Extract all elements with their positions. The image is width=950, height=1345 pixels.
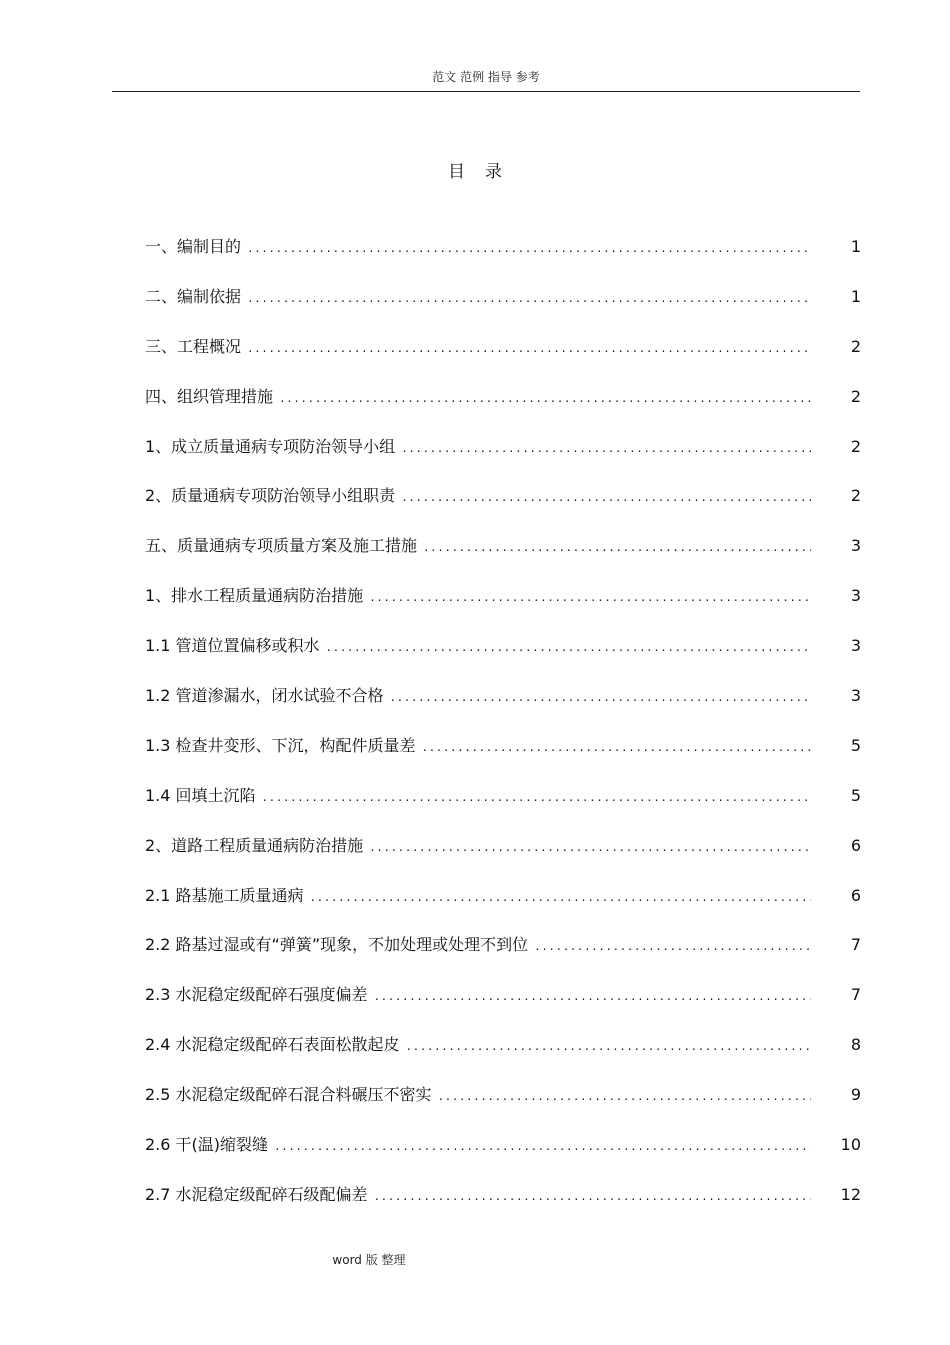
toc-dot-leader (438, 1079, 811, 1113)
toc-entry-label: 1.1 管道位置偏移或积水 (145, 636, 320, 656)
toc-dot-leader (310, 880, 811, 914)
toc-dot-leader (326, 630, 811, 664)
toc-dot-leader (262, 780, 811, 814)
toc-dot-leader (422, 730, 811, 764)
toc-entry[interactable] (145, 680, 861, 730)
toc-title: 目录 (448, 162, 522, 182)
toc-entry-page: 9 (850, 1085, 861, 1105)
toc-dot-leader (369, 580, 811, 614)
toc-entry-label: 四、组织管理措施 (145, 386, 274, 406)
toc-entry-label: 1.3 检查井变形、下沉，构配件质量差 (145, 735, 416, 755)
toc-entry-page: 3 (850, 636, 861, 656)
toc-entry-label: 2.1 路基施工质量通病 (145, 885, 304, 905)
toc-dot-leader (390, 680, 811, 714)
toc-entry-label: 2.3 水泥稳定级配碎石强度偏差 (145, 985, 368, 1005)
toc-entry[interactable] (145, 979, 861, 1029)
toc-entry[interactable] (145, 381, 861, 431)
toc-entry-page: 5 (850, 785, 861, 805)
toc-entry-label: 三、工程概况 (145, 336, 242, 356)
toc-entry-page: 3 (850, 586, 861, 606)
toc-entry-page: 2 (850, 336, 861, 356)
toc-dot-leader (374, 1179, 811, 1213)
toc-entry-page: 12 (840, 1184, 861, 1204)
toc-entry[interactable] (145, 830, 861, 880)
toc-entry-page: 3 (850, 536, 861, 556)
toc-entry[interactable] (145, 1179, 861, 1229)
toc-entry-page: 3 (850, 686, 861, 706)
toc-dot-leader (401, 480, 811, 514)
toc-entry-label: 2.2 路基过湿或有“弹簧”现象，不加处理或处理不到位 (145, 935, 529, 955)
toc-entry[interactable] (145, 331, 861, 381)
toc-dot-leader (247, 231, 811, 265)
toc-entry-page: 2 (850, 386, 861, 406)
toc-dot-leader (274, 1129, 811, 1163)
toc-entry-page: 8 (850, 1035, 861, 1055)
toc-entry-page: 5 (850, 735, 861, 755)
toc-entry[interactable] (145, 1129, 861, 1179)
toc-entry-label: 五、质量通病专项质量方案及施工措施 (145, 536, 418, 556)
toc-entry-label: 2.6 干(温)缩裂缝 (145, 1135, 269, 1155)
toc-entry-label: 2.7 水泥稳定级配碎石级配偏差 (145, 1184, 368, 1204)
toc-entry[interactable] (145, 530, 861, 580)
toc-entry[interactable] (145, 281, 861, 331)
page-header: 范文 范例 指导 参考 (432, 70, 540, 84)
toc-entry[interactable] (145, 1079, 861, 1129)
toc-dot-leader (279, 381, 811, 415)
toc-entry[interactable] (145, 431, 861, 481)
toc-entry-label: 2、质量通病专项防治领导小组职责 (145, 486, 396, 506)
toc-dot-leader (247, 281, 811, 315)
toc-entry-label: 1、排水工程质量通病防治措施 (145, 586, 364, 606)
toc-entry-page: 7 (850, 935, 861, 955)
toc-entry-label: 1、成立质量通病专项防治领导小组 (145, 436, 396, 456)
toc-entry-label: 2.4 水泥稳定级配碎石表面松散起皮 (145, 1035, 400, 1055)
toc-entry-page: 7 (850, 985, 861, 1005)
toc-entry-page: 6 (850, 835, 861, 855)
toc-dot-leader (401, 431, 811, 465)
toc-entry[interactable] (145, 780, 861, 830)
toc-entry[interactable] (145, 580, 861, 630)
toc-entry-label: 2、道路工程质量通病防治措施 (145, 835, 364, 855)
toc-entry-label: 一、编制目的 (145, 237, 242, 256)
toc-entry[interactable] (145, 730, 861, 780)
toc-dot-leader (423, 530, 811, 564)
toc-entry[interactable] (145, 880, 861, 930)
toc-entry[interactable] (145, 630, 861, 680)
toc-entry-page: 6 (850, 885, 861, 905)
toc-entry[interactable] (145, 1029, 861, 1079)
toc-dot-leader (369, 830, 811, 864)
toc-entry[interactable] (145, 929, 861, 979)
toc-dot-leader (374, 979, 811, 1013)
toc-dot-leader (534, 929, 811, 963)
toc-entry[interactable] (145, 231, 861, 281)
toc-entry-page: 2 (850, 486, 861, 506)
toc-entry-page: 2 (850, 436, 861, 456)
toc-entry-page: 10 (840, 1135, 861, 1155)
table-of-contents (145, 231, 861, 1229)
toc-entry-label: 二、编制依据 (145, 286, 242, 306)
toc-dot-leader (247, 331, 811, 365)
toc-entry[interactable] (145, 480, 861, 530)
toc-entry-page: 1 (850, 286, 861, 306)
header-divider (112, 91, 860, 92)
toc-entry-page: 1 (850, 237, 861, 256)
toc-entry-label: 1.2 管道渗漏水，闭水试验不合格 (145, 686, 384, 706)
page-footer: word 版 整理 (332, 1253, 406, 1267)
toc-entry-label: 2.5 水泥稳定级配碎石混合料碾压不密实 (145, 1085, 432, 1105)
toc-dot-leader (406, 1029, 811, 1063)
toc-entry-label: 1.4 回填土沉陷 (145, 785, 256, 805)
